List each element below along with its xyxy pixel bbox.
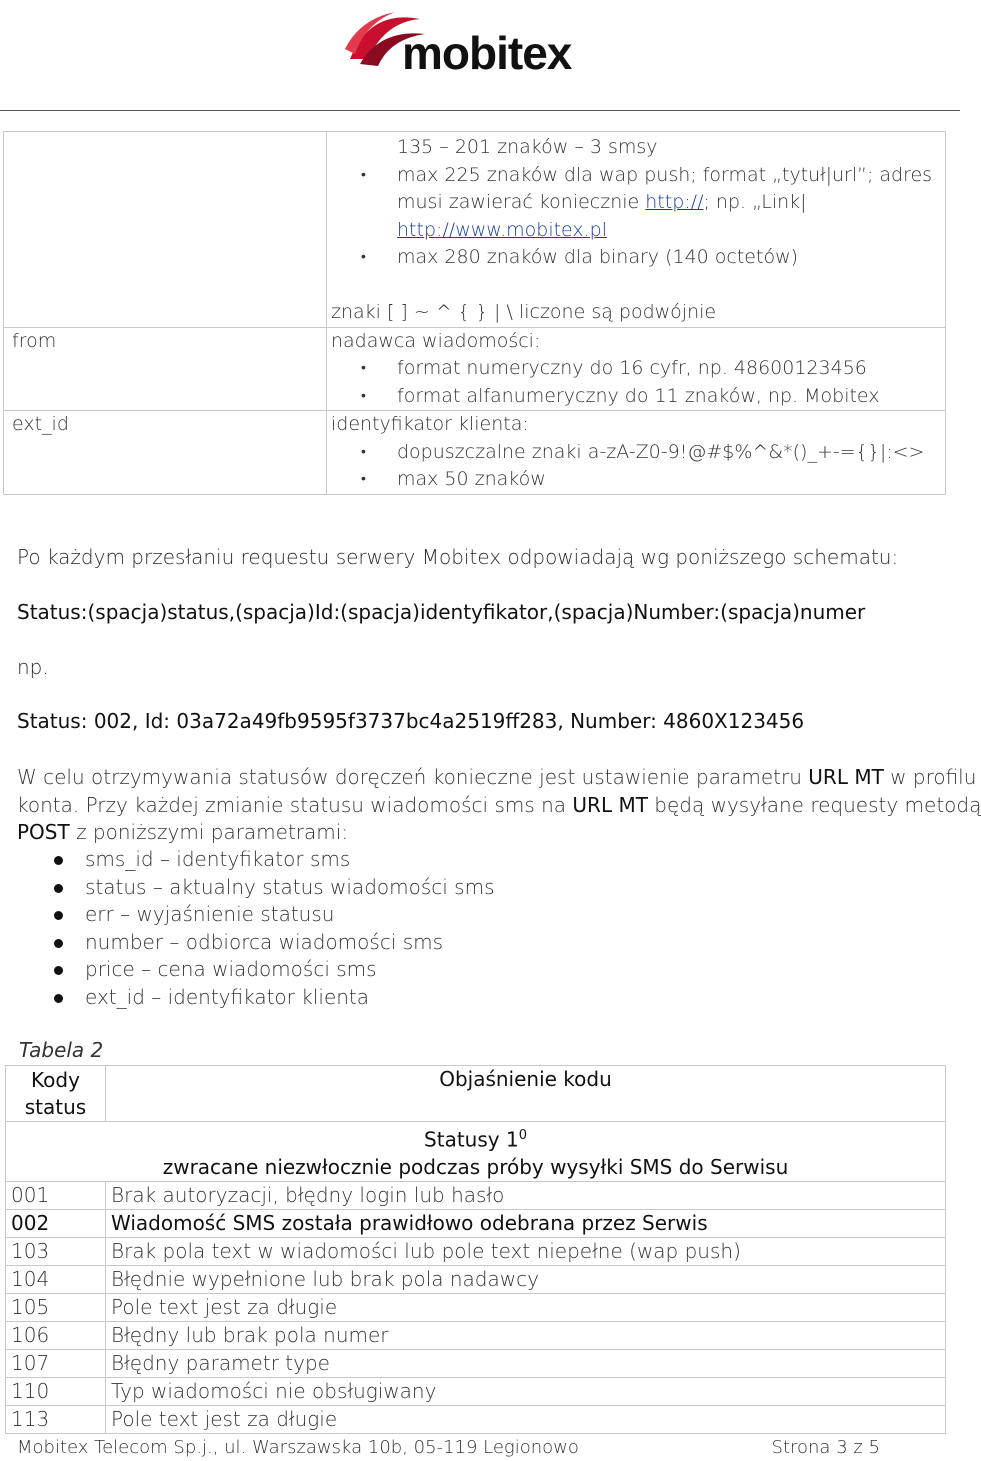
intro-text: Po każdym przesłaniu requestu serwery Mobitex odpowiadają wg poniższego schematu: <box>17 545 899 569</box>
list-item <box>50 956 495 984</box>
status-codes-table <box>5 1065 946 1434</box>
status-code: 105 <box>6 1293 106 1321</box>
status-description: Brak pola text w wiadomości lub pole text niepełne (wap push) <box>106 1237 946 1265</box>
example-label: np. <box>17 655 49 679</box>
param-name-cell <box>4 411 327 495</box>
page-label: Strona <box>771 1437 837 1458</box>
status-description: Typ wiadomości nie obsługiwany <box>106 1377 946 1405</box>
desc-line <box>327 217 945 245</box>
page-number <box>772 1437 880 1458</box>
status-code: 001 <box>6 1181 106 1209</box>
desc-text: max 50 znaków <box>397 468 546 490</box>
url-mt-term: URL MT <box>808 765 884 789</box>
param-name-cell <box>4 327 327 411</box>
status-description: Pole text jest za długie <box>106 1293 946 1321</box>
param-name: from <box>12 329 57 352</box>
list-item <box>50 984 495 1012</box>
codes-header-row <box>6 1066 946 1122</box>
body-text: w profilu <box>883 765 977 789</box>
status-code: 110 <box>6 1377 106 1405</box>
params-row <box>4 327 946 411</box>
header-code-label: status <box>24 1094 87 1119</box>
list-item <box>50 846 495 874</box>
group-title: Statusy 1 <box>424 1127 519 1152</box>
status-code: 002 <box>6 1209 106 1237</box>
url-mt-term: URL MT <box>572 792 648 817</box>
desc-text: nadawca wiadomości: <box>331 329 541 352</box>
table-row <box>6 1237 946 1265</box>
desc-text: max 280 znaków dla binary (140 octetów) <box>397 246 799 268</box>
desc-text: musi zawierać koniecznie <box>397 191 646 213</box>
table-row <box>6 1321 946 1349</box>
page-of: z <box>847 1437 869 1458</box>
body-text: konta. Przy każdej zmianie statusu wiadomości sms na <box>17 792 573 817</box>
bullet-item <box>327 244 945 272</box>
status-code: 103 <box>6 1237 106 1265</box>
param-name: ext_id <box>12 413 69 435</box>
logo-text: mobitex <box>402 27 572 79</box>
param-desc-cell <box>327 411 946 495</box>
params-row <box>4 411 946 495</box>
table-row <box>6 1265 946 1293</box>
page-total: 5 <box>868 1437 880 1458</box>
group-superscript: 0 <box>518 1128 527 1143</box>
desc-text: format numeryczny do 16 cyfr, np. 48600123456 <box>397 357 867 379</box>
desc-text: identyfikator klienta: <box>331 413 529 435</box>
mobitex-logo <box>340 4 620 84</box>
group-subtitle: zwracane niezwłocznie podczas próby wysyłki SMS do Serwisu <box>162 1154 789 1179</box>
desc-text: format alfanumeryczny do 11 znaków, np. Mobitex <box>397 384 880 407</box>
desc-text: max 225 znaków dla wap push; format „tytuł|url”; adres <box>397 163 933 186</box>
bullet-dot-icon <box>54 994 63 1003</box>
header-code-label: Kody <box>31 1067 80 1092</box>
status-code: 104 <box>6 1265 106 1293</box>
bullet-item <box>327 466 945 494</box>
table-row <box>6 1181 946 1209</box>
callback-params-list <box>50 846 495 1011</box>
status-code: 107 <box>6 1349 106 1377</box>
status-description: Wiadomość SMS została prawidłowo odebrana przez Serwis <box>106 1209 946 1237</box>
list-item-text: number – odbiorca wiadomości sms <box>85 929 444 954</box>
bullet-item <box>327 355 945 383</box>
desc-line <box>327 328 945 356</box>
desc-line <box>327 299 945 327</box>
status-callback-description <box>17 764 981 847</box>
param-desc-cell <box>327 327 946 411</box>
page-current: 3 <box>836 1437 848 1458</box>
desc-line <box>327 189 945 217</box>
list-item-text: err – wyjaśnienie statusu <box>85 902 335 926</box>
bullet-item <box>327 162 945 190</box>
body-text: z poniższymi parametrami: <box>69 820 349 844</box>
param-desc-cell <box>327 132 946 328</box>
group-heading <box>6 1122 946 1182</box>
status-description: Błędny parametr type <box>106 1349 946 1377</box>
table-row <box>6 1349 946 1377</box>
desc-text: znaki [ ] ~ ^ { } | \ liczone są podwójnie <box>331 301 717 323</box>
param-name-cell <box>4 132 327 328</box>
url-link[interactable]: http:// <box>645 191 704 213</box>
list-item-text: status – aktualny status wiadomości sms <box>85 874 495 899</box>
status-description: Błędnie wypełnione lub brak pola nadawcy <box>106 1265 946 1293</box>
desc-line <box>327 272 945 300</box>
bullet-dot-icon <box>54 856 63 865</box>
post-method-term: POST <box>17 820 70 844</box>
footer-company: Mobitex Telecom Sp.j., ul. Warszawska 10b, 05-119 Legionowo <box>17 1437 579 1458</box>
desc-line <box>327 134 945 162</box>
url-link[interactable]: http://www.mobitex.pl <box>397 218 608 241</box>
table-caption: Tabela 2 <box>19 1038 104 1062</box>
desc-text: dopuszczalne znaki a-zA-Z0-9!@#$%^&*()_+-={}|:<> <box>397 440 925 463</box>
status-code: 113 <box>6 1405 106 1433</box>
bullet-dot-icon <box>54 884 63 893</box>
table-row <box>6 1209 946 1237</box>
bullet-dot-icon <box>54 966 63 975</box>
header-divider <box>0 110 960 111</box>
bullet-item <box>327 439 945 467</box>
response-example: Status: 002, Id: 03a72a49fb9595f3737bc4a2519ff283, Number: 4860X123456 <box>17 709 805 733</box>
bullet-dot-icon <box>54 911 63 920</box>
body-text: W celu otrzymywania statusów doręczeń konieczne jest ustawienie parametru <box>17 765 809 789</box>
desc-line <box>327 411 945 439</box>
list-item-text: ext_id – identyfikator klienta <box>85 984 370 1009</box>
status-description: Błędny lub brak pola numer <box>106 1321 946 1349</box>
table-row <box>6 1405 946 1433</box>
params-row <box>4 132 946 328</box>
list-item <box>50 901 495 929</box>
list-item-text: sms_id – identyfikator sms <box>85 847 351 871</box>
params-table <box>3 131 946 495</box>
desc-text: ; np. „Link| <box>703 191 807 213</box>
page-footer <box>17 1437 880 1458</box>
status-description: Pole text jest za długie <box>106 1405 946 1433</box>
bullet-item <box>327 383 945 411</box>
bullet-dot-icon <box>54 939 63 948</box>
list-item-text: price – cena wiadomości sms <box>85 957 377 981</box>
table-row <box>6 1293 946 1321</box>
list-item <box>50 874 495 902</box>
header-desc-cell: Objaśnienie kodu <box>106 1066 946 1122</box>
desc-text: 135 – 201 znaków – 3 smsy <box>397 136 658 158</box>
status-description: Brak autoryzacji, błędny login lub hasło <box>106 1181 946 1209</box>
status-code: 106 <box>6 1321 106 1349</box>
list-item <box>50 929 495 957</box>
header-code-cell <box>6 1066 106 1122</box>
table-row <box>6 1377 946 1405</box>
body-text: będą wysyłane requesty metodą <box>647 792 981 817</box>
codes-group-row <box>6 1122 946 1182</box>
response-schema: Status:(spacja)status,(spacja)Id:(spacja)identyfikator,(spacja)Number:(spacja)numer <box>17 600 866 624</box>
